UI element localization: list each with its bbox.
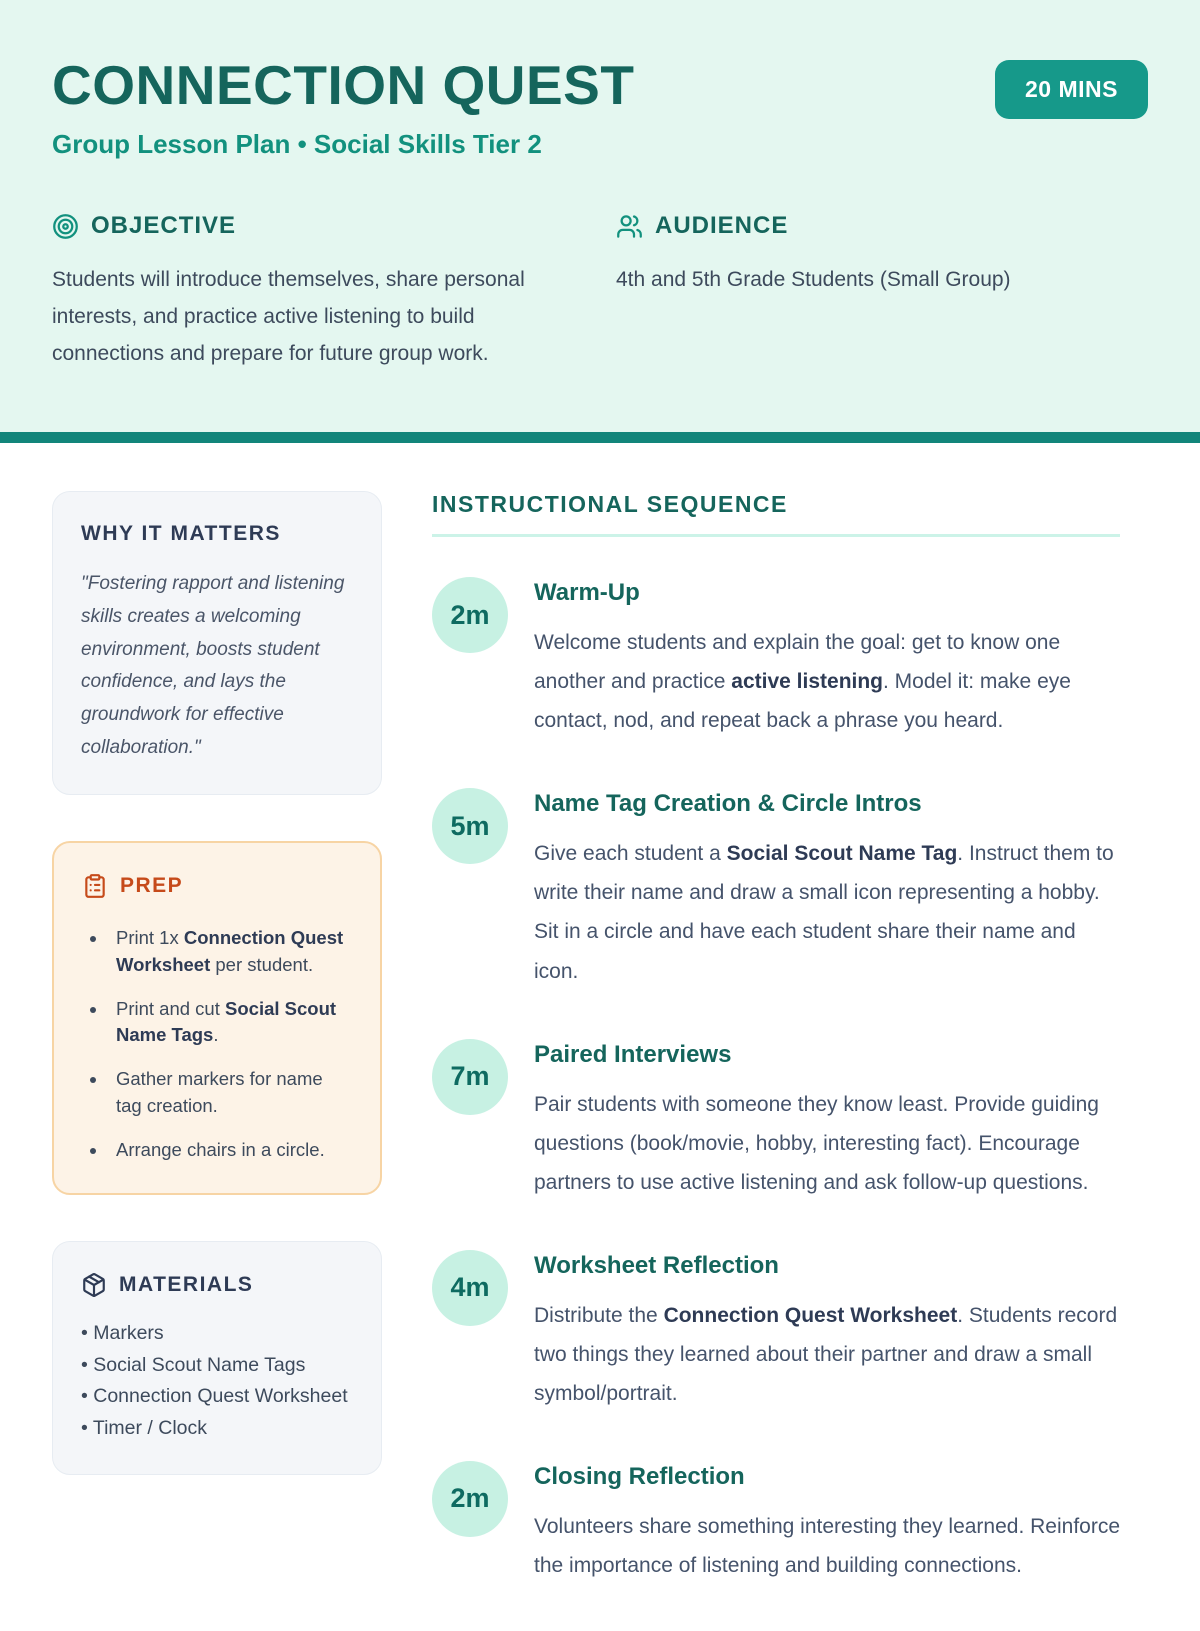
materials-list <box>81 1318 353 1444</box>
step-title: Paired Interviews <box>534 1040 732 1068</box>
sequence-step <box>432 1459 1120 1585</box>
material-item: • Connection Quest Worksheet <box>81 1381 353 1413</box>
why-it-matters-card <box>52 491 382 795</box>
materials-card <box>52 1241 382 1475</box>
page-title: CONNECTION QUEST <box>52 54 635 116</box>
main-content <box>0 443 1200 1631</box>
prep-item: • Print 1x Connection Quest Worksheet per student. <box>108 925 352 978</box>
step-duration-badge: 7m <box>432 1039 508 1115</box>
audience-label: AUDIENCE <box>655 212 789 239</box>
users-icon <box>616 213 643 240</box>
sequence-heading: INSTRUCTIONAL SEQUENCE <box>432 491 1120 537</box>
step-description: Distribute the Connection Quest Worksheet. Students record two things they learned about their partner and draw a small symbol/portrait. <box>534 1303 1118 1405</box>
info-row <box>52 212 1148 372</box>
prep-item: • Arrange chairs in a circle. <box>108 1137 352 1163</box>
prep-item: • Gather markers for name tag creation. <box>108 1066 352 1119</box>
step-content <box>534 575 1120 740</box>
header-top <box>52 54 1148 160</box>
prep-card <box>52 841 382 1195</box>
sequence-step <box>432 1248 1120 1413</box>
step-duration-badge: 2m <box>432 1461 508 1537</box>
sequence-step <box>432 575 1120 740</box>
step-duration-badge: 4m <box>432 1250 508 1326</box>
prep-heading <box>82 873 352 899</box>
step-content <box>534 1459 1120 1585</box>
page-subtitle: Group Lesson Plan • Social Skills Tier 2 <box>52 129 542 159</box>
audience-heading <box>616 212 1148 240</box>
materials-heading <box>81 1272 353 1298</box>
instructional-sequence <box>432 491 1120 1631</box>
why-it-matters-heading: WHY IT MATTERS <box>81 522 281 546</box>
clipboard-icon <box>82 873 108 899</box>
objective-text: Students will introduce themselves, share personal interests, and practice active listening to build connections and prepare for future group work. <box>52 268 525 365</box>
target-icon <box>52 213 79 240</box>
objective-heading <box>52 212 572 240</box>
step-content <box>534 1248 1120 1413</box>
material-item: • Markers <box>81 1318 353 1350</box>
duration-badge: 20 MINS <box>995 60 1148 119</box>
step-content <box>534 1037 1120 1202</box>
step-title: Worksheet Reflection <box>534 1251 779 1279</box>
sequence-step <box>432 1037 1120 1202</box>
sequence-step <box>432 786 1120 990</box>
step-description: Volunteers share something interesting they learned. Reinforce the importance of listening and building connections. <box>534 1514 1121 1577</box>
sidebar <box>52 491 382 1631</box>
step-content <box>534 786 1120 990</box>
step-description: Welcome students and explain the goal: get to know one another and practice active listening. Model it: make eye contact, nod, and repeat back a phrase you heard. <box>534 631 1071 733</box>
title-block <box>52 54 635 160</box>
why-it-matters-quote: "Fostering rapport and listening skills creates a welcoming environment, boosts student confidence, and lays the groundwork for effective collaboration." <box>81 573 345 758</box>
step-title: Closing Reflection <box>534 1462 745 1490</box>
material-item: • Timer / Clock <box>81 1413 353 1445</box>
step-duration-badge: 2m <box>432 577 508 653</box>
audience-text: 4th and 5th Grade Students (Small Group) <box>616 268 1011 291</box>
objective-section <box>52 212 572 372</box>
prep-list <box>82 925 352 1163</box>
step-description: Give each student a Social Scout Name Tag. Instruct them to write their name and draw a small icon representing a hobby. Sit in a circle and have each student share their name and icon. <box>534 842 1114 983</box>
package-icon <box>81 1272 107 1298</box>
materials-label: MATERIALS <box>119 1273 254 1297</box>
header <box>0 0 1200 432</box>
divider-bar <box>0 432 1200 443</box>
step-title: Warm-Up <box>534 579 640 607</box>
material-item: • Social Scout Name Tags <box>81 1350 353 1382</box>
objective-label: OBJECTIVE <box>91 212 237 239</box>
step-title: Name Tag Creation & Circle Intros <box>534 790 922 818</box>
steps-list <box>432 575 1120 1585</box>
prep-label: PREP <box>120 874 184 898</box>
audience-section <box>616 212 1148 372</box>
prep-item: • Print and cut Social Scout Name Tags. <box>108 996 352 1049</box>
step-duration-badge: 5m <box>432 788 508 864</box>
step-description: Pair students with someone they know least. Provide guiding questions (book/movie, hobby, interesting fact). Encourage partners to use active listening and ask follow-up questions. <box>534 1092 1099 1194</box>
